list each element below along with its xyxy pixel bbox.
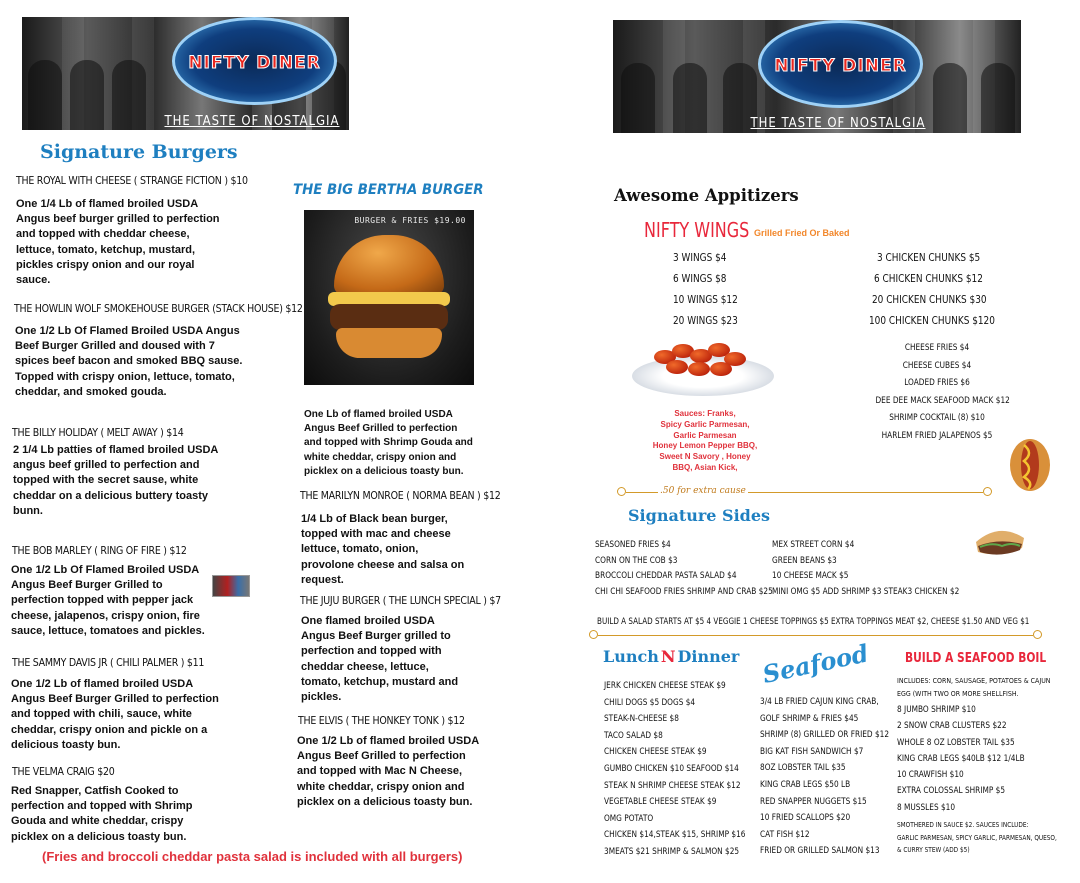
- left-banner: [22, 17, 349, 130]
- photo-caption: BURGER & FRIES $19.00: [354, 216, 466, 225]
- burger-desc: One 1/2 Lb of flamed broiled USDA Angus Beef Burger Grilled to perfection and topped with chili, sauce, white cheddar, crispy onion and pickle on a delicious toasty bun.: [11, 678, 219, 751]
- big-bertha-title: THE BIG BERTHA BURGER: [293, 182, 484, 198]
- boil-intro: INCLUDES: CORN, SAUSAGE, POTATOES & CAJUN EGG (WITH TWO OR MORE SHELLFISH.: [897, 676, 1051, 698]
- boil-list: 8 JUMBO SHRIMP $10 2 SNOW CRAB CLUSTERS $22 WHOLE 8 OZ LOBSTER TAIL $35 KING CRAB LEGS $40LB $12 1/4LB 10 CRAWFISH $10 EXTRA COLOSSAL SHRIMP $5 8 MUSSLES $10: [897, 705, 1025, 813]
- sides-right: MEX STREET CORN $4 GREEN BEANS $3 10 CHEESE MACK $5 MINI OMG $5 ADD SHRIMP $3 STEAK3 CHICKEN $2: [772, 540, 960, 597]
- wings-subtitle: Grilled Fried Or Baked: [754, 228, 850, 238]
- right-banner: [613, 20, 1021, 133]
- seafood-boil-title: BUILD A SEAFOOD BOIL: [905, 651, 1047, 666]
- wings-plate-image: [632, 340, 774, 396]
- extra-sauce-note: .50 for extra cause: [660, 486, 746, 496]
- divider-dot: [617, 487, 626, 496]
- burger-title: THE BILLY HOLIDAY ( MELT AWAY ) $14: [12, 427, 184, 439]
- big-bertha-photo: [304, 210, 474, 385]
- build-salad-line: BUILD A SALAD STARTS AT $5 4 VEGGIE 1 CHEESE TOPPINGS $5 EXTRA TOPPINGS MEAT $2, CHEESE $1.50 AND VEG $1: [597, 617, 1030, 627]
- burger-title: THE HOWLIN WOLF SMOKEHOUSE BURGER (STACK HOUSE) $12: [14, 303, 303, 315]
- hotdog-image: [1004, 435, 1056, 493]
- tagline: THE TASTE OF NOSTALGIA: [750, 116, 926, 131]
- burger-desc: One 1/2 Lb of flamed broiled USDA Angus Beef Grilled to perfection and topped with Mac N Cheese, white cheddar, crispy onion and picklex on a delicious toasty bun.: [297, 735, 480, 808]
- divider-dot: [1033, 630, 1042, 639]
- signature-burgers-title: Signature Burgers: [40, 141, 238, 163]
- lunch-list: JERK CHICKEN CHEESE STEAK $9 CHILI DOGS $5 DOGS $4 STEAK-N-CHEESE $8 TACO SALAD $8 CHICKEN CHEESE STEAK $9 GUMBO CHICKEN $10 SEAFOOD $14 STEAK N SHRIMP CHEESE STEAK $12 VEGETABLE CHEESE STEAK $9 OMG POTATO CHICKEN $14,STEAK $15, SHRIMP $16 3MEATS $21 SHRIMP & SALMON $25: [604, 681, 746, 857]
- burger-title: THE SAMMY DAVIS JR ( CHILI PALMER ) $11: [12, 657, 205, 669]
- burger-desc: 2 1/4 Lb patties of flamed broiled USDA angus beef grilled to perfection and topped with the secret sause, white cheddar on a delicious buttery toasty bunn.: [13, 444, 219, 517]
- divider-dot: [983, 487, 992, 496]
- thumbnail-image: [212, 575, 250, 597]
- burger-footer-note: (Fries and broccoli cheddar pasta salad is included with all burgers): [42, 849, 463, 864]
- burger-title: THE JUJU BURGER ( THE LUNCH SPECIAL ) $7: [300, 595, 501, 607]
- burger-desc: One 1/2 Lb Of Flamed Broiled USDA Angus Beef Burger Grilled to perfection topped with pepper jack cheese, jalapenos, crispy onion, fire sauce, lettuce, tomatoes and pickles.: [11, 564, 205, 637]
- burger-title: THE BOB MARLEY ( RING OF FIRE ) $12: [12, 545, 187, 557]
- burger-title: THE ROYAL WITH CHEESE ( STRANGE FICTION ) $10: [16, 175, 248, 187]
- wings-title: NIFTY WINGS: [644, 218, 750, 242]
- sauces-list: Sauces: Franks, Spicy Garlic Parmesan, Garlic Parmesan Honey Lemon Pepper BBQ, Sweet N Savory , Honey BBQ, Asian Kick,: [652, 409, 758, 472]
- burger-desc: One 1/2 Lb Of Flamed Broiled USDA Angus Beef Burger Grilled and doused with 7 spices beef bacon and smoked BBQ sause. Topped with crispy onion, lettuce, tomato, cheddar, and smoked gouda.: [15, 325, 243, 398]
- sandwich-image: [972, 520, 1027, 566]
- lunch-dinner-title: Lunch N Dinner: [603, 647, 740, 666]
- divider-dot: [589, 630, 598, 639]
- burger-desc: One flamed broiled USDA Angus Beef Burger grilled to perfection and topped with cheddar cheese, lettuce, tomato, ketchup, mustard and pickles.: [301, 615, 459, 704]
- divider-line: [598, 635, 1033, 636]
- logo-text: NIFTY DINER: [774, 56, 907, 76]
- signature-sides-title: Signature Sides: [628, 506, 771, 525]
- burger-desc: 1/4 Lb of Black bean burger, topped with mac and cheese lettuce, tomato, onion, provolone cheese and salsa on request.: [301, 513, 465, 586]
- burger-desc: Red Snapper, Catfish Cooked to perfection and topped with Shrimp Gouda and white cheddar, crispy picklex on a delicious toasty bun.: [11, 785, 193, 843]
- burger-title: THE MARILYN MONROE ( NORMA BEAN ) $12: [300, 490, 501, 502]
- wings-list: 3 WINGS $4 6 WINGS $8 10 WINGS $12 20 WINGS $23: [673, 252, 738, 327]
- logo-text: NIFTY DINER: [188, 53, 321, 73]
- tagline: THE TASTE OF NOSTALGIA: [164, 114, 340, 129]
- burger-title: THE VELMA CRAIG $20: [12, 766, 115, 778]
- sides-left: SEASONED FRIES $4 CORN ON THE COB $3 BROCCOLI CHEDDAR PASTA SALAD $4 CHI CHI SEAFOOD FRIES SHRIMP AND CRAB $25: [595, 540, 773, 597]
- chunks-list: 3 CHICKEN CHUNKS $5 6 CHICKEN CHUNKS $12 20 CHICKEN CHUNKS $30 100 CHICKEN CHUNKS $120: [869, 252, 995, 327]
- seafood-list: 3/4 LB FRIED CAJUN KING CRAB, GOLF SHRIMP & FRIES $45 SHRIMP (8) GRILLED OR FRIED $12 BIG KAT FISH SANDWICH $7 8OZ LOBSTER TAIL $35 KING CRAB LEGS $50 LB RED SNAPPER NUGGETS $15 10 FRIED SCALLOPS $20 CAT FISH $12 FRIED OR GRILLED SALMON $13: [760, 697, 890, 857]
- appetizers-list: CHEESE FRIES $4 CHEESE CUBES $4 LOADED FRIES $6 DEE DEE MACK SEAFOOD MACK $12 SHRIMP COCKTAIL (8) $10 HARLEM FRIED JALAPENOS $5: [875, 343, 1010, 441]
- seafood-title: Seafood: [759, 638, 871, 689]
- appetizers-title: Awesome Appitizers: [614, 186, 799, 205]
- boil-note: SMOTHERED IN SAUCE $2. SAUCES INCLUDE: GARLIC PARMESAN, SPICY GARLIC, PARMESAN, QUESO, & CURRY STEW (ADD $5): [897, 821, 1057, 854]
- burger-title: THE ELVIS ( THE HONKEY TONK ) $12: [298, 715, 465, 727]
- big-bertha-desc: One Lb of flamed broiled USDA Angus Beef Grilled to perfection and topped with Shrimp Gouda and white cheddar, crispy onion and picklex on a delicious toasty bun.: [304, 409, 473, 477]
- burger-desc: One 1/4 Lb of flamed broiled USDA Angus beef burger grilled to perfection and topped with cheddar cheese, lettuce, tomato, ketchup, mustard, pickles crispy onion and our royal sauce.: [16, 198, 220, 287]
